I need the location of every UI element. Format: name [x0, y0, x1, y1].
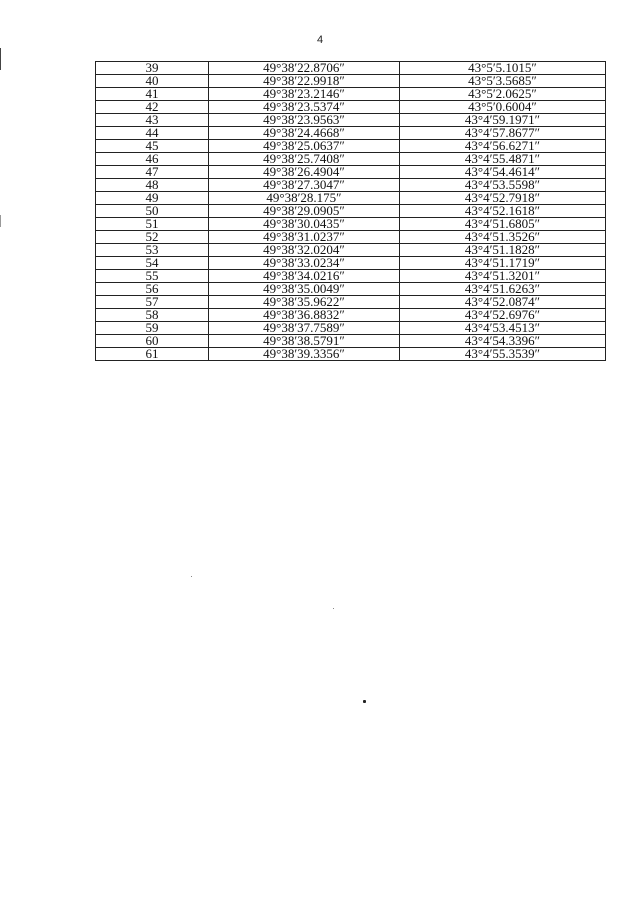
longitude-cell: 43°4′51.1828″	[400, 244, 606, 257]
latitude-cell: 49°38′22.8706″	[209, 62, 400, 75]
longitude-cell: 43°4′57.8677″	[400, 127, 606, 140]
table-row	[96, 218, 606, 231]
longitude-cell: 43°4′51.3526″	[400, 231, 606, 244]
point-number-cell: 44	[96, 127, 209, 140]
table-row	[96, 335, 606, 348]
latitude-cell: 49°38′35.0049″	[209, 283, 400, 296]
longitude-cell: 43°5′2.0625″	[400, 88, 606, 101]
latitude-cell: 49°38′33.0234″	[209, 257, 400, 270]
table-row	[96, 270, 606, 283]
coordinates-table	[95, 61, 606, 361]
longitude-cell: 43°4′52.6976″	[400, 309, 606, 322]
longitude-cell: 43°5′3.5685″	[400, 75, 606, 88]
longitude-cell: 43°5′0.6004″	[400, 101, 606, 114]
latitude-cell: 49°38′27.3047″	[209, 179, 400, 192]
scan-speck	[333, 608, 334, 609]
point-number-cell: 54	[96, 257, 209, 270]
longitude-cell: 43°4′52.1618″	[400, 205, 606, 218]
latitude-cell: 49°38′24.4668″	[209, 127, 400, 140]
longitude-cell: 43°4′52.0874″	[400, 296, 606, 309]
point-number-cell: 45	[96, 140, 209, 153]
point-number-cell: 43	[96, 114, 209, 127]
point-number-cell: 39	[96, 62, 209, 75]
table-row	[96, 114, 606, 127]
table-row	[96, 205, 606, 218]
longitude-cell: 43°4′54.3396″	[400, 335, 606, 348]
point-number-cell: 53	[96, 244, 209, 257]
latitude-cell: 49°38′30.0435″	[209, 218, 400, 231]
table-row	[96, 101, 606, 114]
latitude-cell: 49°38′23.9563″	[209, 114, 400, 127]
point-number-cell: 47	[96, 166, 209, 179]
point-number-cell: 55	[96, 270, 209, 283]
table-row	[96, 166, 606, 179]
latitude-cell: 49°38′31.0237″	[209, 231, 400, 244]
point-number-cell: 60	[96, 335, 209, 348]
latitude-cell: 49°38′38.5791″	[209, 335, 400, 348]
table-row	[96, 127, 606, 140]
longitude-cell: 43°4′55.4871″	[400, 153, 606, 166]
longitude-cell: 43°4′51.3201″	[400, 270, 606, 283]
longitude-cell: 43°5′5.1015″	[400, 62, 606, 75]
table-row	[96, 309, 606, 322]
table-row	[96, 296, 606, 309]
table-row	[96, 192, 606, 205]
longitude-cell: 43°4′51.6805″	[400, 218, 606, 231]
longitude-cell: 43°4′59.1971″	[400, 114, 606, 127]
table-row	[96, 348, 606, 361]
latitude-cell: 49°38′25.7408″	[209, 153, 400, 166]
page-number: 4	[316, 34, 324, 46]
point-number-cell: 58	[96, 309, 209, 322]
latitude-cell: 49°38′29.0905″	[209, 205, 400, 218]
scan-speck	[191, 576, 192, 577]
longitude-cell: 43°4′52.7918″	[400, 192, 606, 205]
longitude-cell: 43°4′51.1719″	[400, 257, 606, 270]
scan-speck	[363, 700, 366, 703]
longitude-cell: 43°4′51.6263″	[400, 283, 606, 296]
latitude-cell: 49°38′26.4904″	[209, 166, 400, 179]
latitude-cell: 49°38′35.9622″	[209, 296, 400, 309]
longitude-cell: 43°4′56.6271″	[400, 140, 606, 153]
table-row	[96, 244, 606, 257]
point-number-cell: 59	[96, 322, 209, 335]
table-row	[96, 283, 606, 296]
latitude-cell: 49°38′34.0216″	[209, 270, 400, 283]
latitude-cell: 49°38′23.2146″	[209, 88, 400, 101]
point-number-cell: 46	[96, 153, 209, 166]
latitude-cell: 49°38′37.7589″	[209, 322, 400, 335]
point-number-cell: 57	[96, 296, 209, 309]
point-number-cell: 50	[96, 205, 209, 218]
point-number-cell: 49	[96, 192, 209, 205]
point-number-cell: 61	[96, 348, 209, 361]
longitude-cell: 43°4′53.5598″	[400, 179, 606, 192]
table-row	[96, 88, 606, 101]
longitude-cell: 43°4′53.4513″	[400, 322, 606, 335]
point-number-cell: 41	[96, 88, 209, 101]
latitude-cell: 49°38′25.0637″	[209, 140, 400, 153]
latitude-cell: 49°38′36.8832″	[209, 309, 400, 322]
point-number-cell: 51	[96, 218, 209, 231]
table-row	[96, 257, 606, 270]
latitude-cell: 49°38′39.3356″	[209, 348, 400, 361]
longitude-cell: 43°4′54.4614″	[400, 166, 606, 179]
table-row	[96, 231, 606, 244]
point-number-cell: 52	[96, 231, 209, 244]
point-number-cell: 42	[96, 101, 209, 114]
scan-edge-mark	[0, 48, 1, 70]
table-row	[96, 62, 606, 75]
point-number-cell: 56	[96, 283, 209, 296]
coordinates-table-body	[96, 62, 606, 361]
point-number-cell: 48	[96, 179, 209, 192]
table-row	[96, 153, 606, 166]
table-row	[96, 75, 606, 88]
point-number-cell: 40	[96, 75, 209, 88]
latitude-cell: 49°38′23.5374″	[209, 101, 400, 114]
scan-edge-mark	[0, 215, 1, 227]
latitude-cell: 49°38′32.0204″	[209, 244, 400, 257]
table-row	[96, 140, 606, 153]
longitude-cell: 43°4′55.3539″	[400, 348, 606, 361]
latitude-cell: 49°38′28.175″	[209, 192, 400, 205]
table-row	[96, 322, 606, 335]
table-row	[96, 179, 606, 192]
latitude-cell: 49°38′22.9918″	[209, 75, 400, 88]
